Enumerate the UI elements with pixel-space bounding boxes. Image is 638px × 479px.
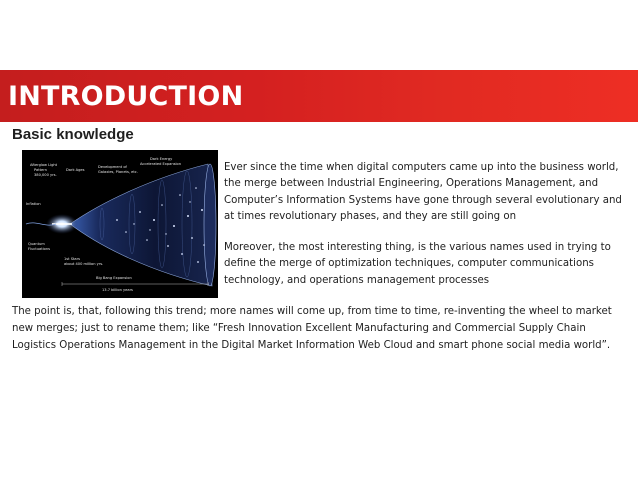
slide-title: INTRODUCTION xyxy=(8,81,244,112)
label-afterglow-3: 380,000 yrs. xyxy=(34,173,57,177)
label-afterglow-2: Pattern xyxy=(34,168,47,172)
label-dark-energy: Dark Energy xyxy=(150,157,173,161)
label-afterglow-1: Afterglow Light xyxy=(30,163,58,167)
paragraph-names: Moreover, the most interesting thing, is the various names used in trying to define the merge of optimization techniques, computer communications technology, and operations management processes xyxy=(224,242,611,286)
label-development-2: Galaxies, Planets, etc. xyxy=(98,170,138,174)
label-inflation: Inflation xyxy=(26,202,41,206)
slide-subtitle: Basic knowledge xyxy=(12,126,134,143)
label-dark-ages: Dark Ages xyxy=(66,168,85,172)
paragraph-history: Ever since the time when digital computers came up into the business world, the merge between Industrial Engineering, Operations Management, and Computer’s Information Systems have gone through several evolutionary and at times revolutionary phases, and they are still going on xyxy=(224,162,622,223)
universe-timeline-image xyxy=(22,150,218,298)
label-accelerated-expansion: Accelerated Expansion xyxy=(140,162,181,166)
label-first-stars-2: about 400 million yrs. xyxy=(64,262,104,266)
label-billion-years: 13.7 billion years xyxy=(102,288,133,292)
label-big-bang: Big Bang Expansion xyxy=(96,276,132,280)
universe-timeline-graphic xyxy=(22,150,218,298)
label-development-1: Development of xyxy=(98,165,127,169)
label-quantum-1: Quantum xyxy=(28,242,45,246)
label-first-stars-1: 1st Stars xyxy=(64,257,80,261)
paragraph-point: The point is, that, following this trend; more names will come up, from time to time, re-inventing the wheel to market new merges; just to rename them; like “Fresh Innovation Excellent Manufacturing and Commercial Supply Chain Logistics Operations Management in the Digital Market Information Web Cloud and smart phone social media world”. xyxy=(12,306,612,351)
label-quantum-2: Fluctuations xyxy=(28,247,50,251)
